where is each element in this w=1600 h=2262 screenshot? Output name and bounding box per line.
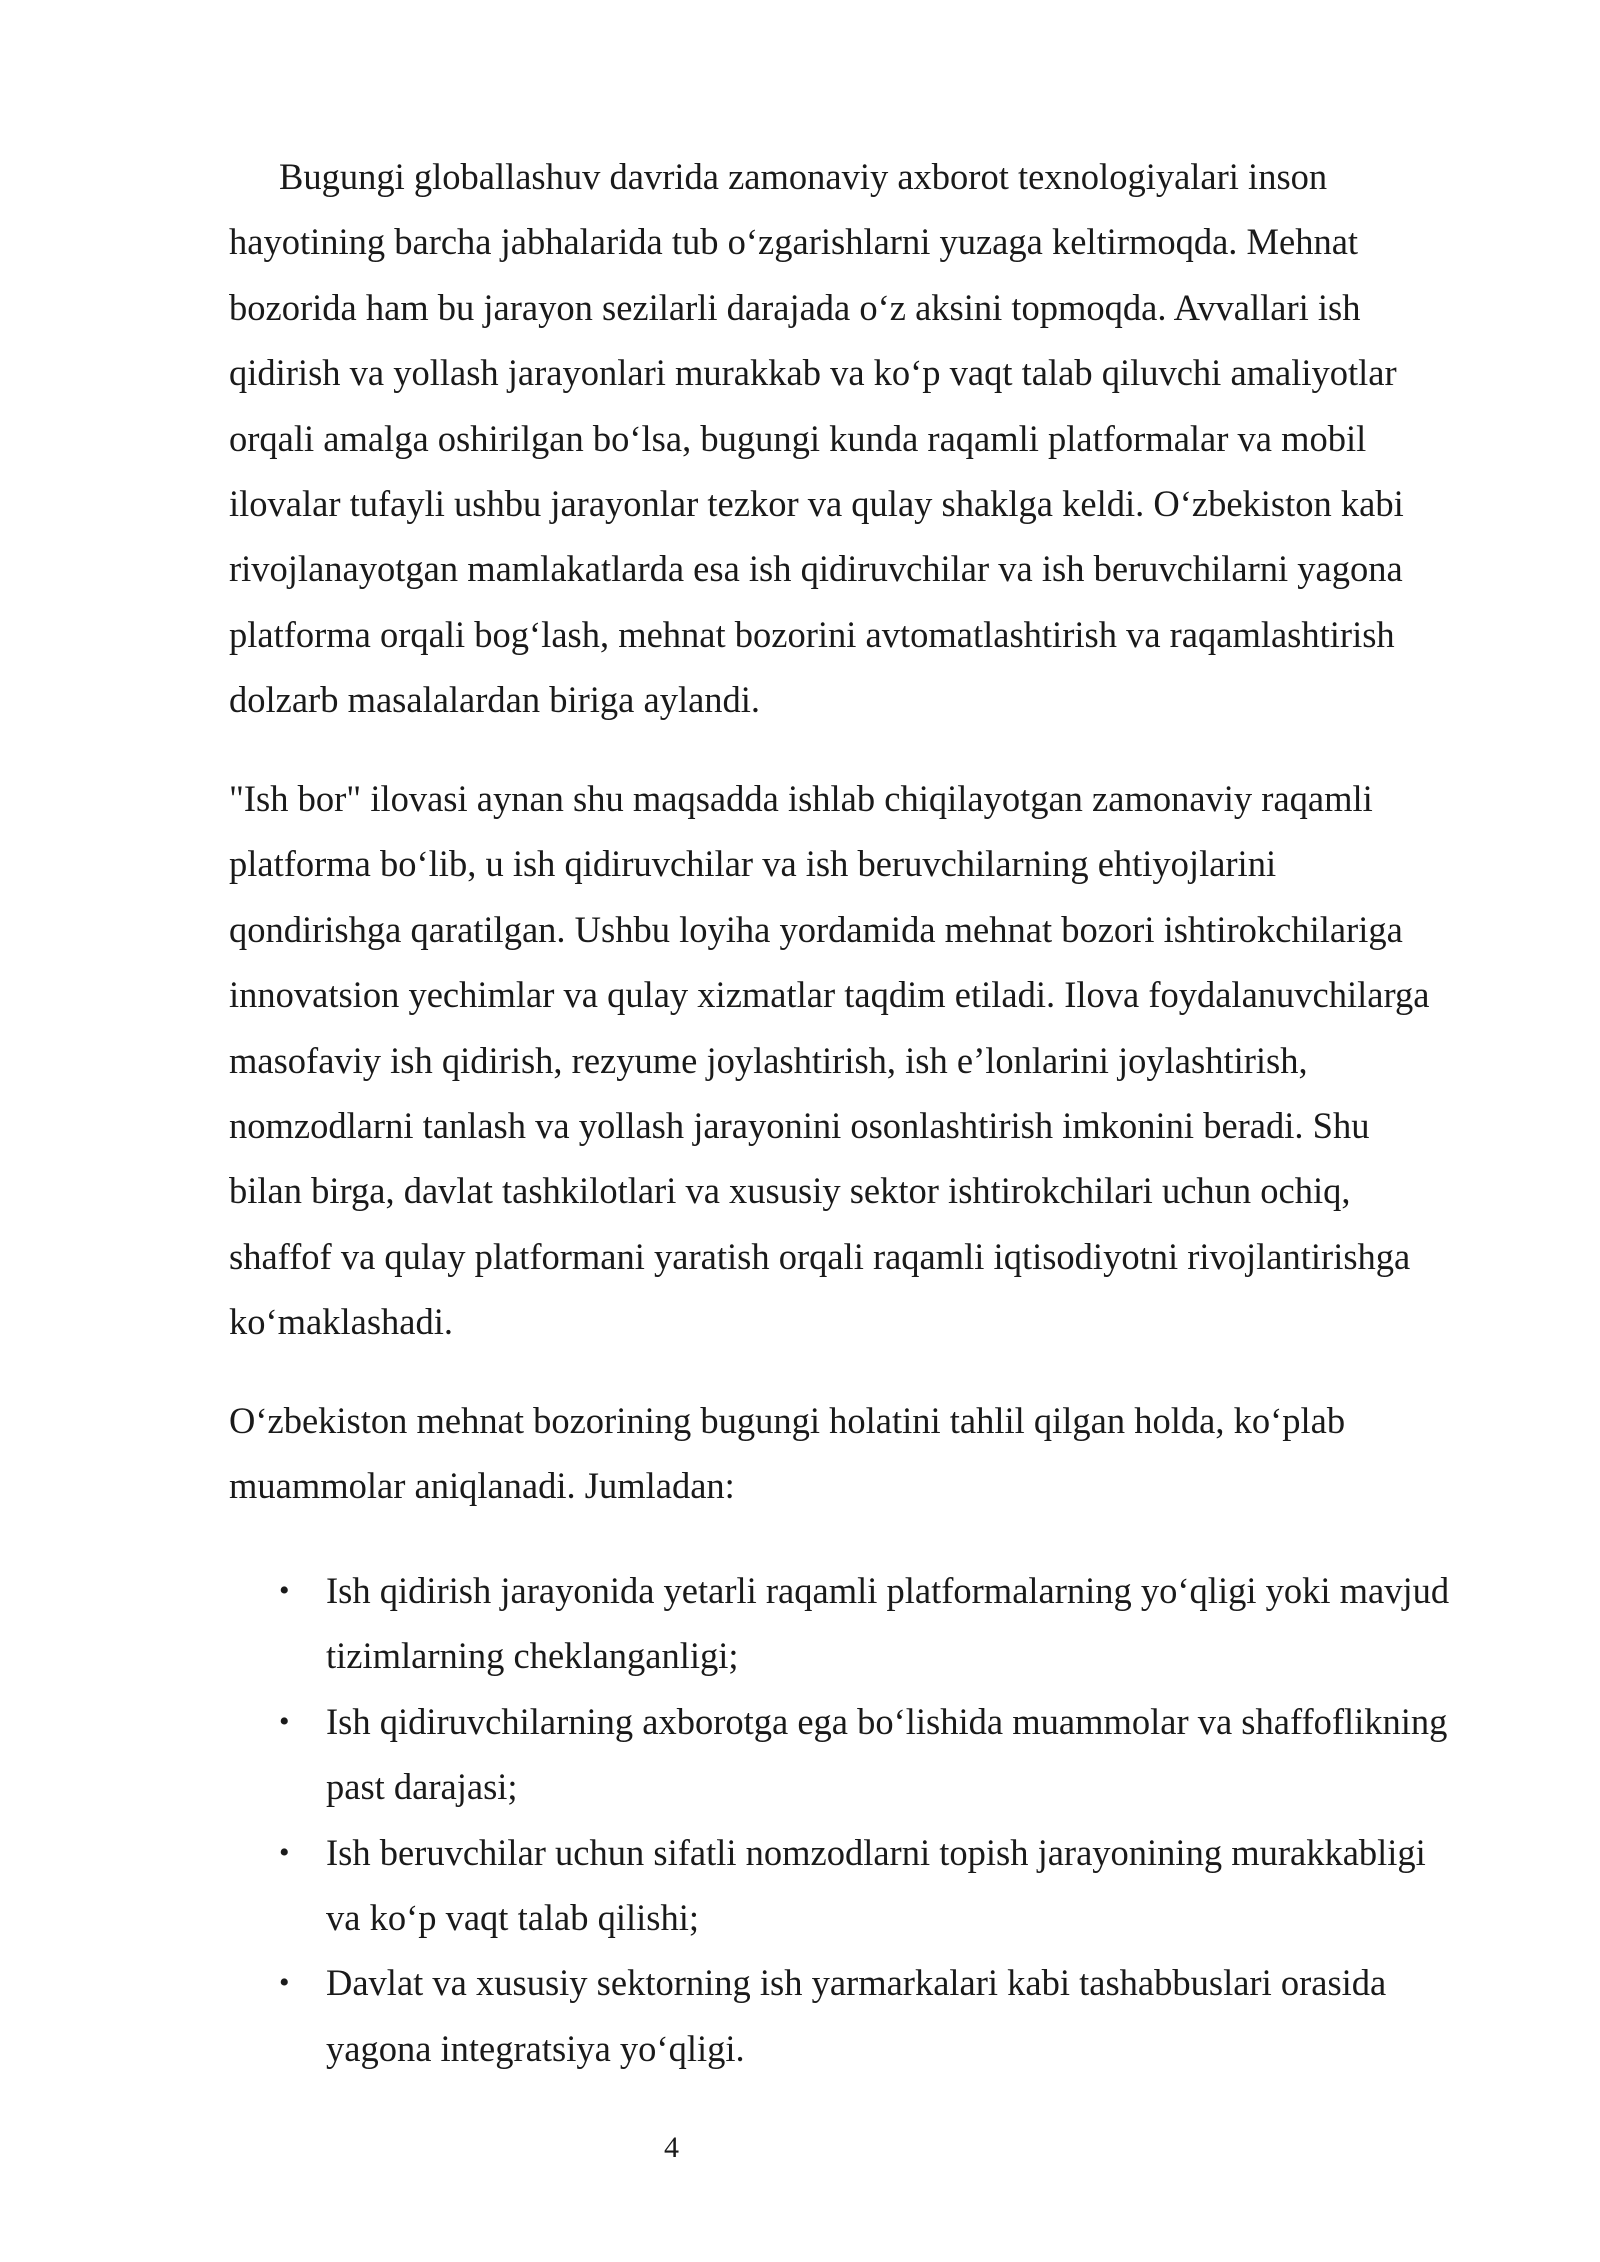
problems-bullet-list [229, 1558, 1529, 2081]
list-item [229, 1950, 1529, 2081]
paragraph-line: O‘zbekiston mehnat bozorining bugungi holatini tahlil qilgan holda, ko‘plab [229, 1400, 1346, 1441]
paragraph-line: innovatsion yechimlar va qulay xizmatlar taqdim etiladi. Ilova foydalanuvchilarga [229, 974, 1430, 1016]
paragraph-line: bozorida ham bu jarayon sezilarli darajada o‘z aksini topmoqda. Avvallari ish [229, 286, 1361, 328]
list-item-line: va ko‘p vaqt talab qilishi; [326, 1897, 700, 1939]
paragraph-line: masofaviy ish qidirish, rezyume joylashtirish, ish e’lonlarini joylashtirish, [229, 1039, 1308, 1081]
paragraph-line: orqali amalga oshirilgan bo‘lsa, bugungi kunda raqamli platformalar va mobil [229, 417, 1367, 459]
bullet-icon: • [279, 1704, 290, 1738]
paragraph-line: ilovalar tufayli ushbu jarayonlar tezkor va qulay shaklga keldi. O‘zbekiston kabi [229, 483, 1404, 525]
paragraph-line: qondirishga qaratilgan. Ushbu loyiha yordamida mehnat bozori ishtirokchilariga [229, 908, 1403, 950]
paragraph-line: rivojlanayotgan mamlakatlarda esa ish qidiruvchilar va ish beruvchilarni yagona [229, 548, 1403, 590]
page-number: 4 [664, 2131, 679, 2164]
paragraph-line: "Ish bor" ilovasi aynan shu maqsadda ishlab chiqilayotgan zamonaviy raqamli [229, 778, 1373, 819]
list-item-line: Davlat va xususiy sektorning ish yarmarkalari kabi tashabbuslari orasida [326, 1962, 1387, 2004]
paragraph-ish-bor [229, 766, 1499, 1355]
list-item [229, 1820, 1529, 1951]
list-item [229, 1558, 1529, 1689]
paragraph-line: muammolar aniqlanadi. Jumladan: [229, 1465, 735, 1507]
list-item-line: yagona integratsiya yo‘qligi. [326, 2027, 745, 2069]
bullet-icon: • [279, 1574, 290, 1607]
paragraph-line: platforma orqali bog‘lash, mehnat bozorini avtomatlashtirish va raqamlashtirish [229, 613, 1395, 655]
list-item-line: Ish qidirish jarayonida yetarli raqamli platformalarning yo‘qligi yoki mavjud [326, 1570, 1450, 1611]
paragraph-line: hayotining barcha jabhalarida tub o‘zgarishlarni yuzaga keltirmoqda. Mehnat [229, 221, 1359, 263]
list-item [229, 1689, 1529, 1820]
list-item-line: tizimlarning cheklanganligi; [326, 1635, 739, 1677]
paragraph-line: shaffof va qulay platformani yaratish orqali raqamli iqtisodiyotni rivojlantirishga [229, 1235, 1411, 1277]
paragraph-line: platforma bo‘lib, u ish qidiruvchilar va ish beruvchilarning ehtiyojlarini [229, 843, 1277, 885]
paragraph-line: nomzodlarni tanlash va yollash jarayonini osonlashtirish imkonini beradi. Shu [229, 1105, 1370, 1147]
paragraph-line: qidirish va yollash jarayonlari murakkab va ko‘p vaqt talab qiluvchi amaliyotlar [229, 352, 1397, 394]
paragraph-problems-intro [229, 1388, 1499, 1519]
paragraph-line: Bugungi globallashuv davrida zamonaviy axborot texnologiyalari inson [279, 156, 1328, 197]
paragraph-intro [229, 144, 1499, 733]
list-item-line: Ish qidiruvchilarning axborotga ega bo‘lishida muammolar va shaffoflikning [326, 1700, 1448, 1742]
bullet-icon: • [279, 1835, 290, 1869]
paragraph-line: bilan birga, davlat tashkilotlari va xususiy sektor ishtirokchilari uchun ochiq, [229, 1170, 1351, 1212]
list-item-line: Ish beruvchilar uchun sifatli nomzodlarni topish jarayonining murakkabligi [326, 1831, 1426, 1873]
list-item-line: past darajasi; [326, 1766, 518, 1808]
bullet-icon: • [279, 1966, 290, 2000]
paragraph-line: dolzarb masalalardan biriga aylandi. [229, 679, 761, 721]
paragraph-line: ko‘maklashadi. [229, 1301, 454, 1343]
